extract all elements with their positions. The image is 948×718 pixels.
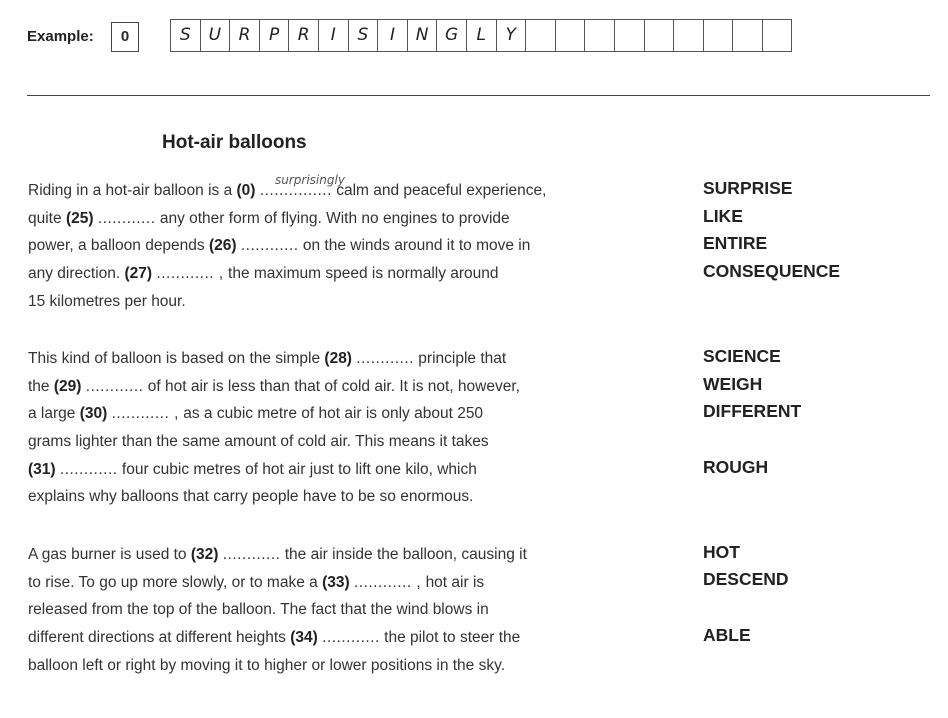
answer-letter-cell: Y: [497, 19, 527, 52]
text-line: the (29) ............ of hot air is less than that of cold air. It is not, however,: [28, 377, 520, 395]
gap-blank: ............: [222, 546, 281, 563]
text-line: (31) ............ four cubic metres of hot air just to lift one kilo, which: [28, 460, 477, 478]
text-line: different directions at different heights (34) ............ the pilot to steer the: [28, 629, 521, 647]
answer-letter-cell: [733, 19, 763, 52]
gap-blank: ............: [97, 209, 156, 227]
keyword-weigh: WEIGH: [703, 374, 763, 394]
keyword-science: SCIENCE: [703, 346, 781, 366]
gap-blank: ............: [322, 629, 380, 647]
keyword-different: DIFFERENT: [703, 401, 802, 421]
text-line: a large (30) ............ , as a cubic metre of hot air is only about 250: [28, 405, 484, 423]
answer-letter-cell: I: [319, 19, 349, 52]
keyword-entire: ENTIRE: [703, 233, 768, 253]
gap-number: (28): [324, 350, 352, 367]
gap-number: (25): [65, 209, 94, 227]
text-line: balloon left or right by moving it to higher or lower positions in the sky.: [28, 656, 506, 674]
gap-blank: ............ ,: [156, 265, 224, 283]
gap-blank: ...............: [259, 182, 332, 199]
gap-number: (26): [208, 237, 237, 255]
divider-line: [27, 95, 930, 96]
text-line: any direction. (27) ............ , the maximum speed is normally around: [28, 265, 499, 283]
gap-number: (33): [322, 573, 350, 591]
gap-number: (31): [28, 460, 56, 478]
handwritten-answer: surprisingly: [275, 173, 345, 187]
answer-letter-cell: L: [467, 19, 497, 52]
gap-blank: ............ ,: [111, 405, 179, 423]
keyword-consequence: CONSEQUENCE: [703, 261, 841, 281]
answer-letter-cell: G: [437, 19, 467, 52]
text-line: 15 kilometres per hour.: [28, 292, 186, 310]
paragraph-2: [28, 345, 628, 511]
paragraph-3: [28, 541, 628, 679]
keyword-able: ABLE: [703, 625, 751, 645]
text-line: power, a balloon depends (26) ............ on the winds around it to move in: [28, 237, 531, 255]
text-line: A gas burner is used to (32) ............ the air inside the balloon, causing it: [28, 546, 527, 563]
gap-blank: ............: [356, 350, 414, 367]
answer-letter-cell: [763, 19, 793, 52]
keyword-hot: HOT: [703, 542, 740, 562]
answer-letter-cell: [645, 19, 675, 52]
answer-letter-cell: [585, 19, 615, 52]
text-line: grams lighter than the same amount of cold air. This means it takes: [28, 433, 489, 451]
gap-blank: ............: [59, 460, 118, 478]
text-line: to rise. To go up more slowly, or to make a (33) ............ , hot air is: [28, 573, 485, 591]
example-number-box: 0: [111, 22, 139, 52]
gap-number: (29): [53, 377, 82, 395]
gap-number: (30): [79, 405, 108, 423]
answer-letter-cell: [704, 19, 734, 52]
answer-letter-cell: [674, 19, 704, 52]
answer-letter-cell: R: [289, 19, 319, 52]
gap-blank: ............: [240, 237, 299, 255]
answer-letter-cell: S: [349, 19, 379, 52]
text-line: This kind of balloon is based on the simple (28) ............ principle that: [28, 350, 507, 367]
keyword-rough: ROUGH: [703, 457, 769, 477]
keyword-like: LIKE: [703, 206, 743, 226]
text-title: Hot-air balloons: [162, 132, 307, 153]
answer-letter-cell: [526, 19, 556, 52]
gap-blank: ............: [85, 377, 144, 395]
gap-number: (32): [190, 546, 219, 563]
answer-letter-cell: S: [171, 19, 201, 52]
gap-number: (34): [290, 629, 318, 647]
text-line: released from the top of the balloon. The fact that the wind blows in: [28, 601, 489, 619]
answer-letter-cell: R: [230, 19, 260, 52]
answer-letter-cell: I: [378, 19, 408, 52]
text-line: explains why balloons that carry people have to be so enormous.: [28, 488, 474, 506]
keyword-descend: DESCEND: [703, 569, 789, 589]
example-label: Example:: [27, 28, 94, 45]
answer-letter-cell: U: [201, 19, 231, 52]
gap-number: (27): [124, 265, 153, 283]
answer-letter-cell: P: [260, 19, 290, 52]
text-line: quite (25) ............ any other form of flying. With no engines to provide: [28, 209, 510, 227]
gap-blank: ............ ,: [353, 573, 422, 591]
answer-letter-cell: [556, 19, 586, 52]
answer-letter-cell: [615, 19, 645, 52]
answer-letter-cell: N: [408, 19, 438, 52]
example-answer-grid: [170, 19, 792, 52]
keyword-surprise: SURPRISE: [703, 178, 793, 198]
text-line: Riding in a hot-air balloon is a (0) ............... surprisingly calm and peaceful experience,: [28, 177, 628, 205]
gap-number: (0): [236, 182, 256, 199]
paragraph-1: [28, 173, 628, 315]
